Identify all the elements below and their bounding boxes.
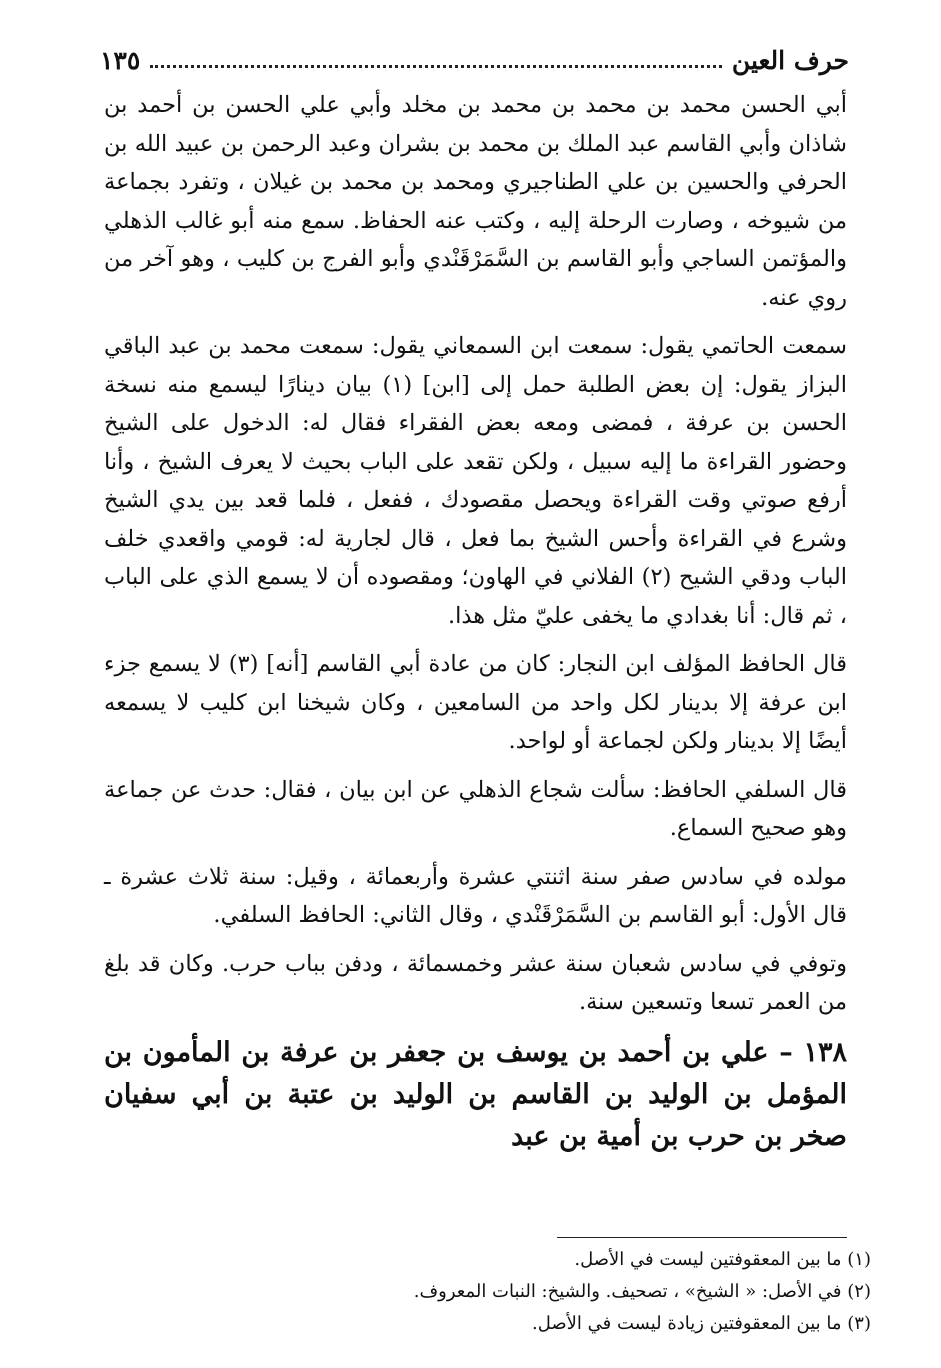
chapter-title: حرف العين xyxy=(731,45,849,75)
footnote-2: (٢) في الأصل: « الشيخ» ، تصحيف. والشيخ: النبات المعروف. xyxy=(413,1281,871,1302)
footnotes xyxy=(300,1244,871,1340)
paragraph-1: أبي الحسن محمد بن محمد بن محمد بن مخلد وأبي علي الحسن بن أحمد بن شاذان وأبي القاسم عبد الملك بن محمد بن بشران وعبد الرحمن بن عبيد الله بن الحرفي والحسين بن علي الطناجيري ومحمد بن محمد بن غيلان ، وتفرد بجماعة من شيوخه ، وصارت الرحلة إليه ، وكتب عنه الحفاظ. سمع منه أبو غالب الذهلي والمؤتمن الساجي وأبو القاسم بن السَّمَرْقَنْدي وأبو الفرج بن كليب ، وهو آخر من روي عنه. xyxy=(104,92,847,311)
footnote-3: (٣) ما بين المعقوفتين زيادة ليست في الأصل. xyxy=(532,1313,871,1334)
entry-heading: ١٣٨ – علي بن أحمد بن يوسف بن جعفر بن عرفة بن المأمون بن المؤمل بن الوليد بن القاسم بن الوليد بن عتبة بن أبي سفيان صخر بن حرب بن أمية بن عبد xyxy=(104,1036,847,1152)
page-header xyxy=(100,40,849,80)
header-dot-leader xyxy=(150,65,722,68)
page-number: ١٣٥ xyxy=(100,45,141,75)
paragraph-3: قال الحافظ المؤلف ابن النجار: كان من عادة أبي القاسم [أنه] (٣) لا يسمع جزء ابن عرفة إلا بدينار لكل واحد من السامعين ، وكان شيخنا ابن كليب لا يسمعه أيضًا إلا بدينار ولكن لجماعة أو لواحد. xyxy=(104,651,847,754)
paragraph-6: وتوفي في سادس شعبان سنة عشر وخمسمائة ، ودفن بباب حرب. وكان قد بلغ من العمر تسعا وتسعين سنة. xyxy=(104,950,847,1015)
paragraph-4: قال السلفي الحافظ: سألت شجاع الذهلي عن ابن بيان ، فقال: حدث عن جماعة وهو صحيح السماع. xyxy=(104,776,847,841)
paragraph-5: مولده في سادس صفر سنة اثنتي عشرة وأربعمائة ، وقيل: سنة ثلاث عشرة ـ قال الأول: أبو القاسم بن السَّمَرْقَنْدي ، وقال الثاني: الحافظ السلفي. xyxy=(104,863,847,928)
footnote-1: (١) ما بين المعقوفتين ليست في الأصل. xyxy=(574,1249,871,1270)
footnote-separator xyxy=(557,1237,847,1238)
page-body xyxy=(104,86,847,1158)
paragraph-2: سمعت الحاتمي يقول: سمعت ابن السمعاني يقول: سمعت محمد بن عبد الباقي البزاز يقول: إن بعض الطلبة حمل إلى [ابن] (١) بيان دينارًا ليسمع منه نسخة الحسن بن عرفة ، فمضى ومعه بعض الفقراء فقال له: الدخول على الشيخ وحضور القراءة ما إليه سبيل ، ولكن تقعد على الباب بحيث لا يعرف الشيخ ، وأنا أرفع صوتي وقت القراءة ويحصل مقصودك ، ففعل ، فلما قعد بين يدي الشيخ وشرع في القراءة وأحس الشيخ بما فعل ، قال لجارية له: قومي واقعدي خلف الباب ودقي الشيح (٢) الفلاني في الهاون؛ ومقصوده أن لا يسمع الذي على الباب ، ثم قال: أنا بغدادي ما يخفى عليّ مثل هذا. xyxy=(104,333,847,629)
